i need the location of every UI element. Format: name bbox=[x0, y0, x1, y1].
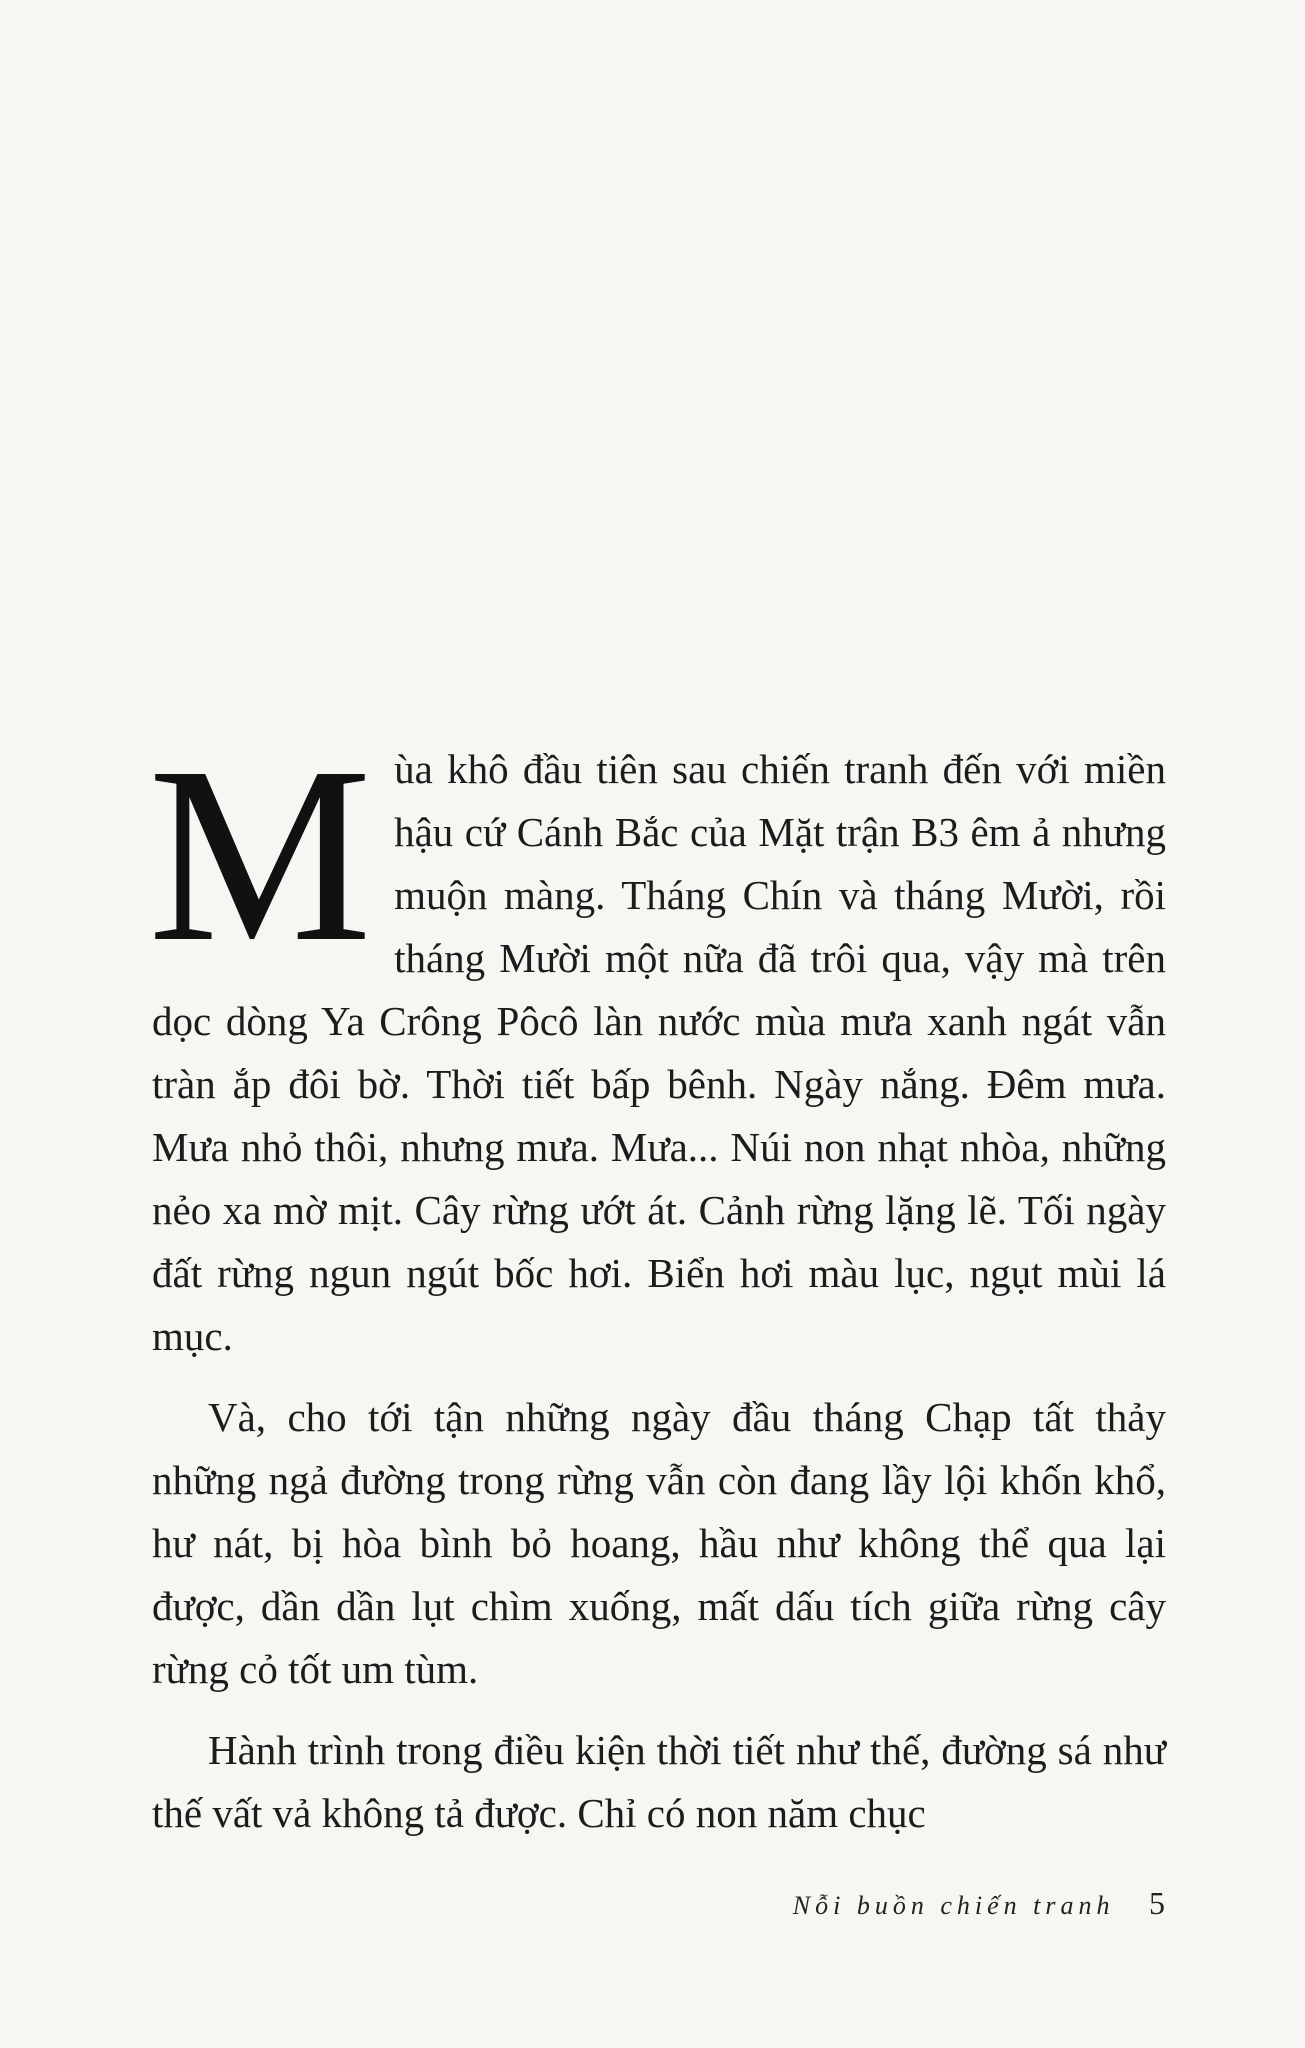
page-footer bbox=[793, 1885, 1165, 1922]
paragraph-1-text: ùa khô đầu tiên sau chiến tranh đến với miền hậu cứ Cánh Bắc của Mặt trận B3 êm ả nhưng muộn màng. Tháng Chín và tháng Mười, rồi tháng Mười một nữa đã trôi qua, vậy mà trên dọc dòng Ya Crông Pôcô làn nước mùa mưa xanh ngát vẫn tràn ắp đôi bờ. Thời tiết bấp bênh. Ngày nắng. Đêm mưa. Mưa nhỏ thôi, nhưng mưa. Mưa... Núi non nhạt nhòa, những nẻo xa mờ mịt. Cây rừng ướt át. Cảnh rừng lặng lẽ. Tối ngày đất rừng ngun ngút bốc hơi. Biển hơi màu lục, ngụt mùi lá mục. bbox=[152, 746, 1166, 1359]
paragraph-2: Và, cho tới tận những ngày đầu tháng Chạp tất thảy những ngả đường trong rừng vẫn còn đang lầy lội khốn khổ, hư nát, bị hòa bình bỏ hoang, hầu như không thể qua lại được, dần dần lụt chìm xuống, mất dấu tích giữa rừng cây rừng cỏ tốt um tùm. bbox=[152, 1394, 1166, 1692]
paragraph-3: Hành trình trong điều kiện thời tiết như thế, đường sá như thế vất vả không tả được. Chỉ có non năm chục bbox=[152, 1727, 1166, 1836]
running-title: Nỗi buồn chiến tranh bbox=[792, 1891, 1115, 1920]
body-text bbox=[148, 714, 1166, 1863]
page-number: 5 bbox=[1149, 1885, 1165, 1921]
paragraph-1 bbox=[148, 714, 1166, 1368]
drop-cap-letter: M bbox=[148, 714, 373, 994]
